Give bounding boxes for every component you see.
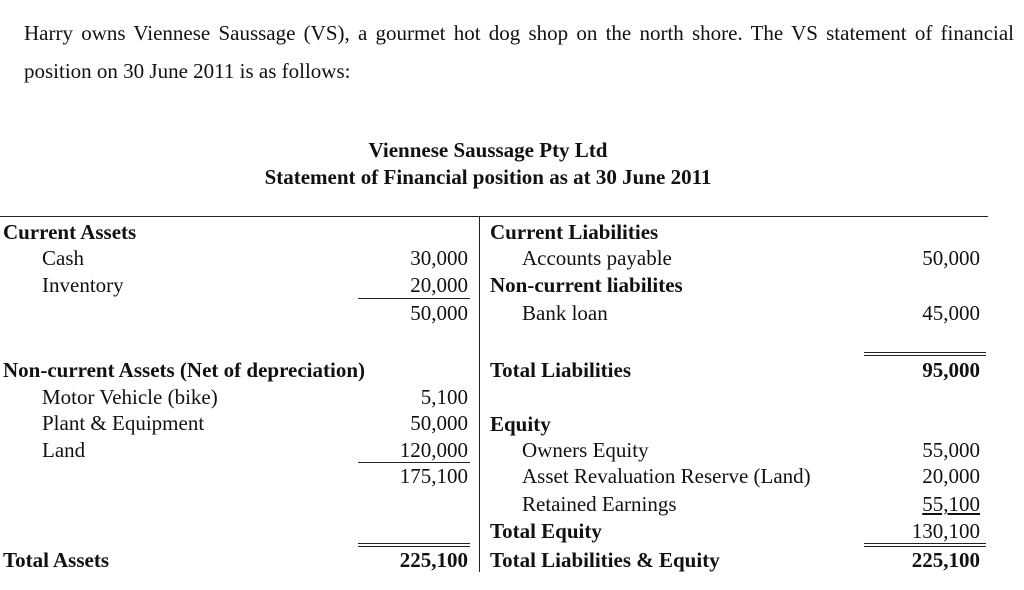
statement-title: Statement of Financial position as at 30 June 2011	[264, 165, 712, 189]
owners-equity-value: 55,000	[922, 438, 980, 462]
revaluation-reserve-label: Asset Revaluation Reserve (Land)	[522, 464, 811, 488]
noncurrent-assets-heading: Non-current Assets (Net of depreciation)	[3, 358, 365, 382]
accounts-payable-label: Accounts payable	[522, 246, 672, 270]
total-liabilities-value: 95,000	[922, 358, 980, 382]
land-value: 120,000	[399, 438, 468, 462]
column-divider	[479, 216, 480, 572]
cash-label: Cash	[42, 246, 84, 270]
current-liabilities-heading: Current Liabilities	[490, 220, 659, 244]
total-assets-value: 225,100	[399, 548, 468, 572]
noncurrent-liabilities-heading: Non-current liabilites	[490, 273, 683, 297]
current-assets-subtotal: 50,000	[410, 301, 468, 325]
revaluation-reserve-value: 20,000	[922, 464, 980, 488]
motor-vehicle-label: Motor Vehicle (bike)	[42, 385, 218, 409]
motor-vehicle-value: 5,100	[420, 385, 468, 409]
total-equity-value: 130,100	[911, 519, 980, 543]
plant-equipment-value: 50,000	[410, 411, 468, 435]
intro-paragraph: Harry owns Viennese Saussage (VS), a gourmet hot dog shop on the north shore. The VS statement of financial position on 30 June 2011 is as follows:	[24, 21, 1014, 83]
cash-value: 30,000	[410, 246, 468, 270]
accounts-payable-value: 50,000	[922, 246, 980, 270]
total-assets-rule-1	[358, 543, 470, 544]
plant-equipment-label: Plant & Equipment	[42, 411, 205, 435]
total-liabilities-rule-1	[864, 352, 986, 353]
total-liabilities-label: Total Liabilities	[490, 358, 632, 382]
retained-earnings-label: Retained Earnings	[522, 492, 677, 516]
bank-loan-label: Bank loan	[522, 301, 608, 325]
company-name: Viennese Saussage Pty Ltd	[368, 138, 608, 162]
total-le-rule-1	[864, 543, 986, 544]
current-assets-heading: Current Assets	[3, 220, 137, 244]
table-top-rule	[0, 216, 988, 217]
inventory-label: Inventory	[42, 273, 124, 297]
inventory-value: 20,000	[410, 273, 468, 297]
total-liabilities-equity-label: Total Liabilities & Equity	[490, 548, 720, 572]
total-assets-label: Total Assets	[3, 548, 109, 572]
total-liabilities-rule-2	[864, 355, 986, 356]
current-assets-subtotal-rule	[358, 298, 470, 299]
land-label: Land	[42, 438, 86, 462]
equity-heading: Equity	[490, 412, 551, 436]
noncurrent-assets-subtotal: 175,100	[399, 464, 468, 488]
total-liabilities-equity-value: 225,100	[911, 548, 980, 572]
retained-earnings-value: 55,100	[922, 492, 980, 516]
bank-loan-value: 45,000	[922, 301, 980, 325]
total-equity-label: Total Equity	[490, 519, 602, 543]
owners-equity-label: Owners Equity	[522, 438, 649, 462]
